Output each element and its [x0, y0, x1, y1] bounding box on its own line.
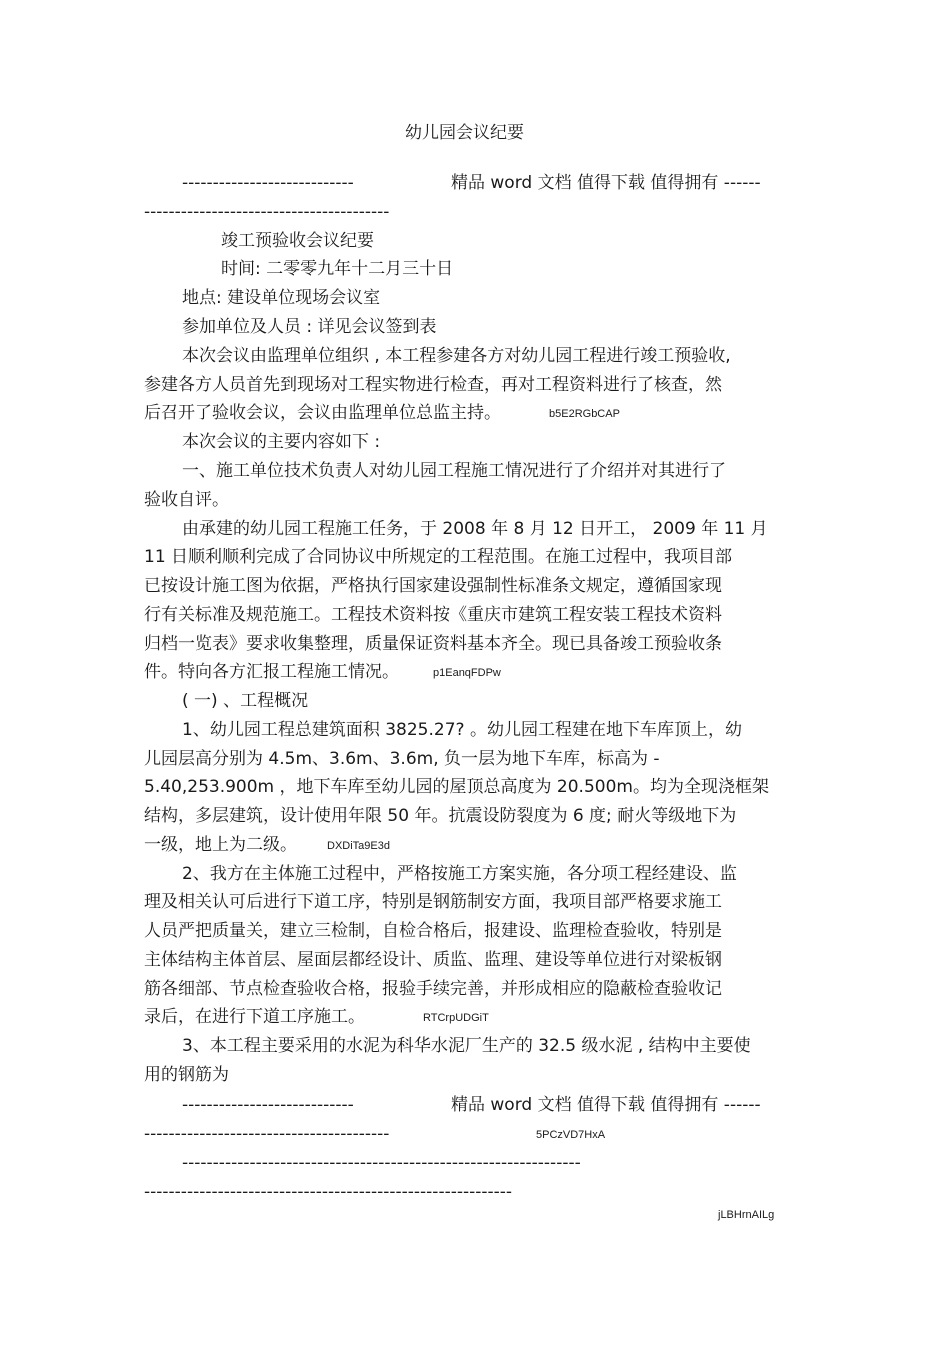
body-line: 竣工预验收会议纪要	[221, 231, 374, 251]
body-line: 本次会议由监理单位组织 , 本工程参建各方对幼儿园工程进行竣工预验收,	[182, 346, 731, 366]
body-line: 儿园层高分别为 4.5m、3.6m、3.6m, 负一层为地下车库，标高为 -	[144, 749, 660, 769]
body-line: 时间: 二零零九年十二月三十日	[221, 259, 454, 279]
doc-code: jLBHrnAILg	[718, 1209, 775, 1221]
body-line: 归档一览表》要求收集整理，质量保证资料基本齐全。现已具备竣工预验收条	[144, 634, 722, 654]
footer-dashes-line2: ----------------------------------------	[144, 1124, 390, 1144]
body-line: 录后，在进行下道工序施工。 RTCrpUDGiT	[144, 1007, 489, 1027]
doc-code: DXDiTa9E3d	[327, 840, 390, 852]
footer-banner: 精品 word 文档 值得下载 值得拥有 ------	[451, 1095, 761, 1115]
body-line: 结构，多层建筑，设计使用年限 50 年。抗震设防裂度为 6 度; 耐火等级地下为	[144, 806, 737, 826]
section-heading: ( 一) 、工程概况	[182, 691, 309, 711]
document-title: 幼儿园会议纪要	[405, 123, 524, 143]
doc-code: RTCrpUDGiT	[423, 1012, 489, 1024]
body-line: 一级，地上为二级。 DXDiTa9E3d	[144, 835, 390, 855]
body-line: 筋各细部、节点检查验收合格，报验手续完善，并形成相应的隐蔽检查验收记	[144, 979, 722, 999]
body-line: 5.40,253.900m ，地下车库至幼儿园的屋顶总高度为 20.500m。均为全现浇框架	[144, 777, 769, 797]
body-line: 3、本工程主要采用的水泥为科华水泥厂生产的 32.5 级水泥 , 结构中主要使	[182, 1036, 751, 1056]
doc-code: b5E2RGbCAP	[549, 408, 620, 420]
bottom-dashes-2: ------------------------------------------------------------	[144, 1182, 513, 1202]
body-line: 主体结构主体首层、屋面层都经设计、质监、监理、建设等单位进行对梁板钢	[144, 950, 722, 970]
header-dashes-line2: ----------------------------------------	[144, 202, 390, 222]
body-line: 行有关标准及规范施工。工程技术资料按《重庆市建筑工程安装工程技术资料	[144, 605, 722, 625]
footer-dashes: ----------------------------	[182, 1095, 354, 1115]
body-line: 由承建的幼儿园工程施工任务，于 2008 年 8 月 12 日开工， 2009 年 11 月	[182, 519, 768, 539]
body-line: 理及相关认可后进行下道工序，特别是钢筋制安方面，我项目部严格要求施工	[144, 892, 722, 912]
body-line: 参加单位及人员 : 详见会议签到表	[182, 317, 437, 337]
doc-code: 5PCzVD7HxA	[536, 1129, 606, 1141]
body-line: 件。特向各方汇报工程施工情况。 p1EanqFDPw	[144, 662, 501, 682]
doc-code: p1EanqFDPw	[433, 667, 501, 679]
body-line: 人员严把质量关，建立三检制，自检合格后，报建设、监理检查验收，特别是	[144, 921, 722, 941]
header-dashes: ----------------------------	[182, 173, 354, 193]
body-line: 后召开了验收会议，会议由监理单位总监主持。 b5E2RGbCAP	[144, 403, 620, 423]
body-line: 参建各方人员首先到现场对工程实物进行检查，再对工程资料进行了核查，然	[144, 375, 722, 395]
body-line: 2、我方在主体施工过程中，严格按施工方案实施，各分项工程经建设、监	[182, 864, 737, 884]
body-line: 已按设计施工图为依据，严格执行国家建设强制性标准条文规定，遵循国家现	[144, 576, 722, 596]
body-line: 地点: 建设单位现场会议室	[182, 288, 381, 308]
body-line: 用的钢筋为	[144, 1065, 229, 1085]
body-line: 验收自评。	[144, 490, 229, 510]
body-line: 11 日顺利顺利完成了合同协议中所规定的工程范围。在施工过程中，我项目部	[144, 547, 733, 567]
body-line: 本次会议的主要内容如下 :	[182, 432, 381, 452]
header-banner: 精品 word 文档 值得下载 值得拥有 ------	[451, 173, 761, 193]
body-line: 一、施工单位技术负责人对幼儿园工程施工情况进行了介绍并对其进行了	[182, 461, 726, 481]
body-line: 1、幼儿园工程总建筑面积 3825.27? 。幼儿园工程建在地下车库顶上，幼	[182, 720, 742, 740]
bottom-dashes-1: -----------------------------------------------------------------	[182, 1153, 581, 1173]
